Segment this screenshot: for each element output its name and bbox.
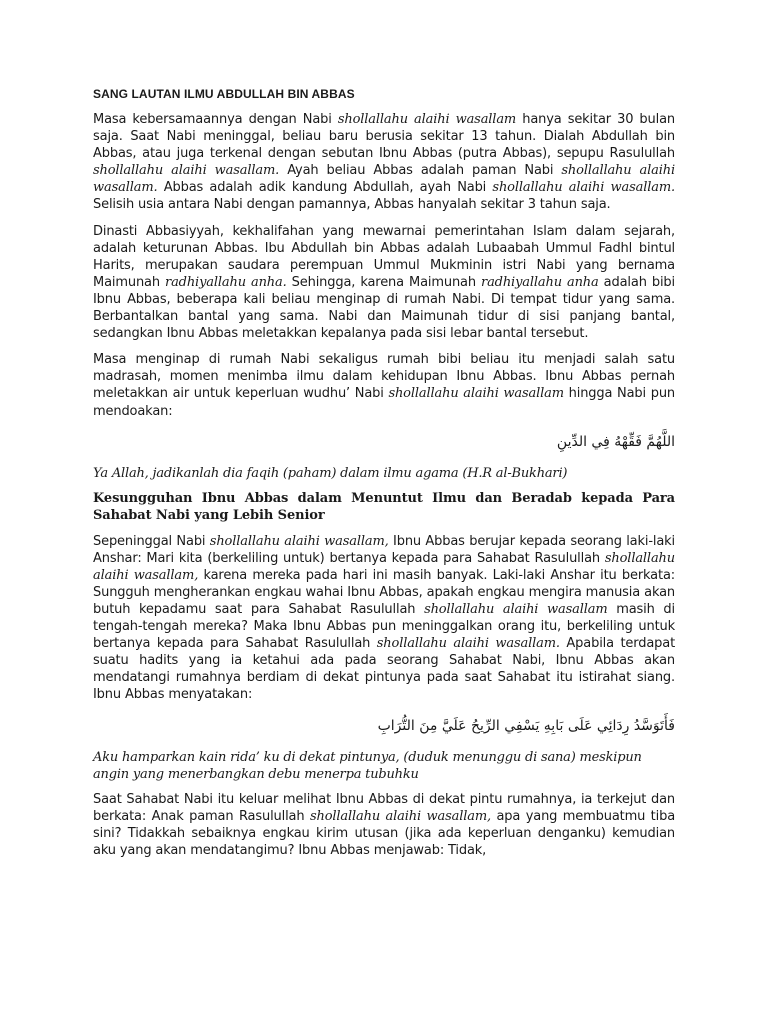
arabic-prayer: اللَّهُمَّ فَقِّهْهُ فِي الدِّينِ <box>556 433 675 450</box>
text-run: Masa kebersamaannya dengan Nabi <box>93 112 338 127</box>
paragraph-3 <box>93 351 675 419</box>
paragraph-2 <box>93 223 675 343</box>
honorific-italic: shollallahu alaihi wasallam. <box>93 163 280 179</box>
honorific-italic: shollallahu alaihi wasallam <box>337 112 517 127</box>
honorific-italic: shollallahu alaihi wasallam. <box>376 636 560 652</box>
text-run: Saat Sahabat Nabi itu keluar melihat Ibnu Abbas di dekat pintu rumahnya, ia terkejut dan berkata: Anak paman Rasulullah <box>93 791 675 824</box>
section-heading: Kesungguhan Ibnu Abbas dalam Menuntut Ilmu dan Beradab kepada Para Sahabat Nabi yang Lebih Senior <box>93 490 675 524</box>
document-title: SANG LAUTAN ILMU ABDULLAH BIN ABBAS <box>93 87 355 101</box>
honorific-italic: shollallahu alaihi wasallam, <box>93 550 675 583</box>
text-run: Selisih usia antara Nabi dengan pamannya, Abbas hanyalah sekitar 3 tahun saja. <box>93 197 611 213</box>
honorific-italic: shollallahu alaihi wasallam, <box>309 808 491 824</box>
text-run: masih di tengah-tengah mereka? Maka Ibnu Abbas pun meninggalkan orang itu, berkeliling untuk bertanya kepada para Sahabat Rasulullah <box>93 601 675 652</box>
text-run: Masa menginap di rumah Nabi sekaligus rumah bibi beliau itu menjadi salah satu madrasah, momen menimba ilmu dalam kehidupan Ibnu Abbas. Ibnu Abbas pernah meletakkan air untuk keperluan wudhu’ Nabi <box>93 352 675 402</box>
text-run: Dinasti Abbasiyyah, kekhalifahan yang mewarnai pemerintahan Islam dalam sejarah, adalah keturunan Abbas. Ibu Abdullah bin Abbas adalah Lubaabah Ummul Fadhl bintul Harits, merupakan saudara perempuan Ummul Mukminin istri Nabi yang bernama Maimunah <box>93 223 675 290</box>
text-run: Ayah beliau Abbas adalah paman Nabi <box>279 163 562 179</box>
honorific-italic: radhiyallahu anha. <box>165 274 287 290</box>
arabic-quote: فَأَتَوَسَّدُ رِدَائِي عَلَى بَابِهِ يَسْفِي الرِّيحُ عَلَيَّ مِنَ التُّرَابِ <box>377 717 675 734</box>
text-run: karena mereka pada hari ini masih banyak. Laki-laki Anshar itu berkata: Sungguh mengherankan engkau wahai Ibnu Abbas, apakah engkau mengira manusia akan butuh kepadamu saat para Sahabat Rasulullah <box>93 567 675 617</box>
text-run: adalah bibi Ibnu Abbas, beberapa kali beliau menginap di rumah Nabi. Di tempat tidur yang sama. Berbantalkan bantal yang sama. Nabi dan Maimunah tidur di sisi panjang bantal, sedangkan Ibnu Abbas meletakkan kepalanya pada sisi lebar bantal tersebut. <box>93 274 675 342</box>
paragraph-1 <box>93 111 675 214</box>
honorific-italic: radhiyallahu anha <box>481 274 599 290</box>
honorific-italic: shollallahu alaihi wasallam. <box>492 180 675 196</box>
text-run: Apabila terdapat suatu hadits yang ia ketahui ada pada seorang Sahabat Nabi, Ibnu Abbas akan mendatangi rumahnya berdiam di dekat pintunya pada saat Sahabat itu istirahat siang. Ibnu Abbas menyatakan: <box>93 636 676 703</box>
honorific-italic: shollallahu alaihi wasallam <box>388 386 564 402</box>
text-run: hanya sekitar 30 bulan saja. Saat Nabi meninggal, beliau baru berusia sekitar 13 tahun. Dialah Abdullah bin Abbas, atau juga terkenal dengan sebutan Ibnu Abbas (putra Abbas), sepupu Rasulullah <box>93 112 675 162</box>
honorific-italic: shollallahu alaihi wasallam, <box>209 533 389 549</box>
paragraph-4 <box>93 533 675 704</box>
text-run: apa yang membuatmu tiba sini? Tidakkah sebaiknya engkau kirim utusan (jika ada keperluan denganku) kemudian aku yang akan mendatangimu? Ibnu Abbas menjawab: Tidak, <box>93 808 676 858</box>
paragraph-5 <box>93 791 675 859</box>
document-page <box>93 86 675 868</box>
quote-translation: Aku hamparkan kain rida’ ku di dekat pintunya, (duduk menunggu di sana) meskipun angin yang menerbangkan debu menerpa tubuhku <box>93 749 642 782</box>
text-run: Ibnu Abbas berujar kepada seorang laki-laki Anshar: Mari kita (berkeliling untuk) bertanya kepada para Sahabat Rasulullah <box>93 533 675 566</box>
text-run: hingga Nabi pun mendoakan: <box>93 386 676 419</box>
text-run: Abbas adalah adik kandung Abdullah, ayah Nabi <box>157 180 493 196</box>
text-run: Sehingga, karena Maimunah <box>286 274 481 290</box>
text-run: Sepeninggal Nabi <box>93 533 210 549</box>
prayer-translation: Ya Allah, jadikanlah dia faqih (paham) dalam ilmu agama (H.R al-Bukhari) <box>93 465 568 481</box>
honorific-italic: shollallahu alaihi wasallam. <box>93 163 676 196</box>
honorific-italic: shollallahu alaihi wasallam <box>424 601 608 617</box>
